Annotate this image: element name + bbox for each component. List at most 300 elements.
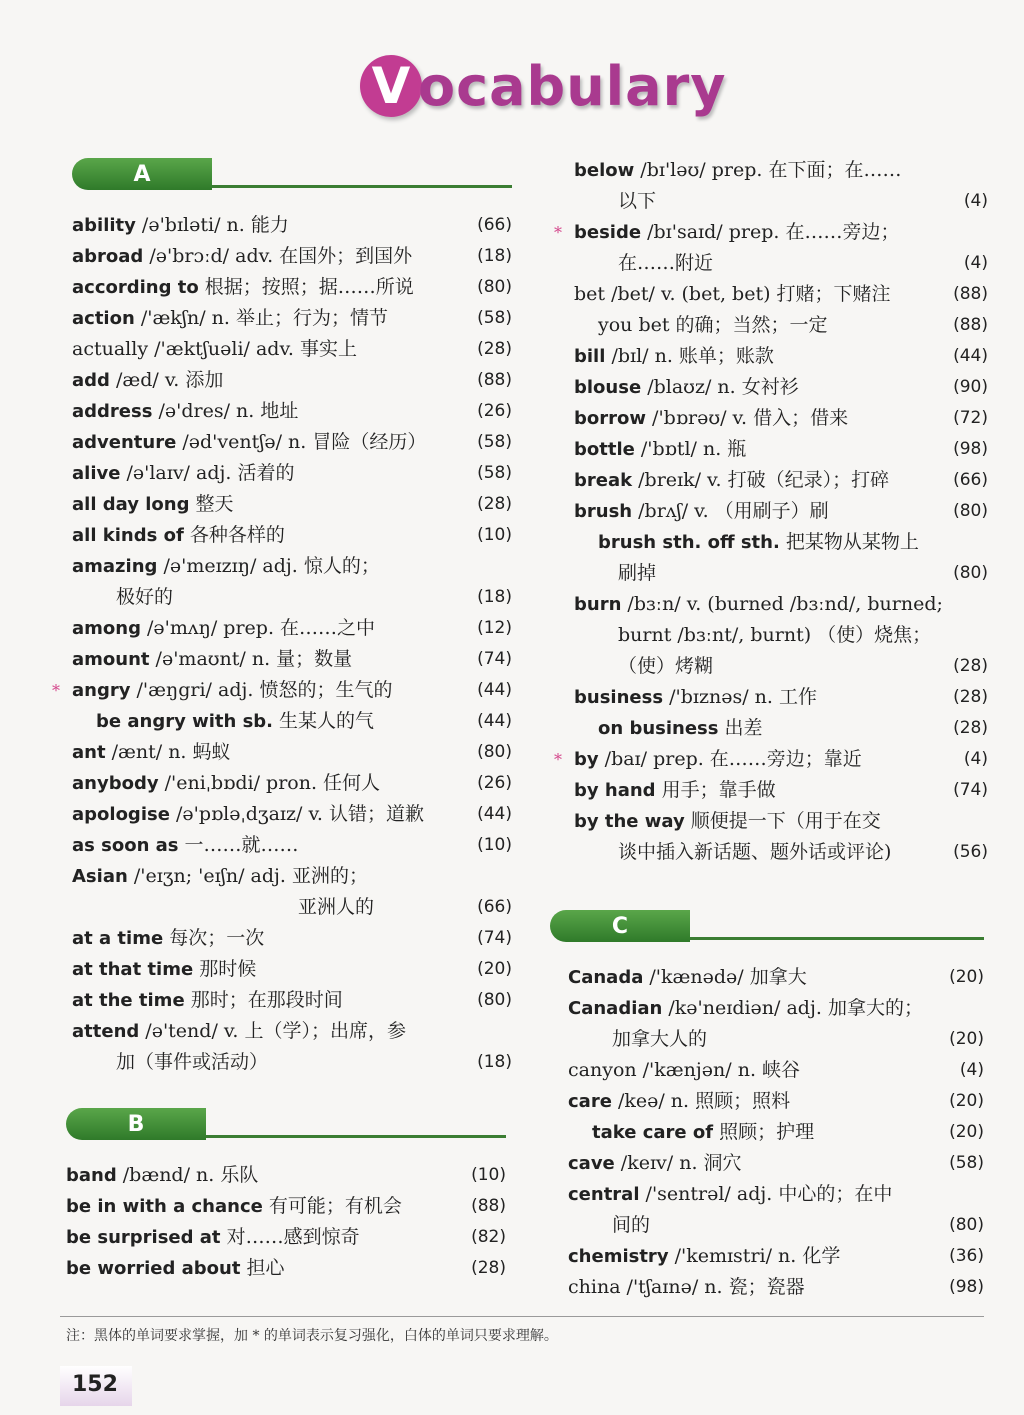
vocab-entry <box>72 985 512 1016</box>
entry-text <box>568 1055 940 1086</box>
vocab-entry <box>72 954 512 985</box>
vocab-entry <box>72 272 512 303</box>
head-word: be angry with sb. <box>96 711 274 732</box>
vocab-entry <box>574 837 988 868</box>
entry-page-ref: (18) <box>477 1052 512 1072</box>
entry-text <box>72 365 468 396</box>
vocab-entry <box>574 496 988 527</box>
section-b-continued-list <box>554 155 988 868</box>
entry-page-ref: (26) <box>477 401 512 421</box>
head-word: by <box>574 749 599 770</box>
entry-definition: /blaʊz/ n. 女衬衫 <box>641 376 799 398</box>
entry-page-ref: (20) <box>949 1029 984 1049</box>
entry-page-ref: (74) <box>477 928 512 948</box>
entry-definition: 加拿大人的 <box>612 1028 708 1050</box>
entry-page-ref: (18) <box>477 587 512 607</box>
vocab-entry <box>52 675 512 706</box>
entry-page-ref: (20) <box>949 1122 984 1142</box>
vocab-entry <box>568 1055 984 1086</box>
section-c-header <box>550 910 984 944</box>
entry-text <box>574 341 944 372</box>
head-word: apologise <box>72 804 170 825</box>
entry-text <box>72 334 468 365</box>
title-text: ocabulary <box>418 54 727 118</box>
entry-text <box>72 272 468 303</box>
entry-definition: /'bɒrəʊ/ v. 借入；借来 <box>646 407 849 429</box>
entry-text <box>72 737 468 768</box>
entry-definition: /ə'brɔːd/ adv. 在国外；到国外 <box>143 245 413 267</box>
page-number: 152 <box>72 1372 118 1397</box>
head-word: beside <box>574 222 642 243</box>
vocab-entry <box>574 620 988 651</box>
entry-text <box>568 1117 940 1148</box>
entry-definition: 以下 <box>618 190 657 212</box>
entry-text <box>574 279 944 310</box>
vocab-entry <box>568 1179 984 1210</box>
entry-text <box>72 954 468 985</box>
entry-definition: burnt /bɜːnt/, burnt) （使）烧焦； <box>618 624 932 646</box>
vocab-entry <box>574 558 988 589</box>
section-b-rule <box>206 1135 506 1138</box>
entry-definition: 用手；靠手做 <box>655 779 776 801</box>
section-c-rule <box>690 937 984 940</box>
head-word: brush sth. off sth. <box>598 532 780 553</box>
entry-page-ref: (74) <box>953 780 988 800</box>
vocab-entry <box>574 155 988 186</box>
entry-definition: /'bɒtl/ n. 瓶 <box>634 438 747 460</box>
entry-definition: /breɪk/ v. 打破（纪录）；打碎 <box>632 469 890 491</box>
entry-definition: /ə'laɪv/ adj. 活着的 <box>120 462 295 484</box>
entry-page-ref: (80) <box>953 501 988 521</box>
entry-definition: /ə'meɪzɪŋ/ adj. 惊人的； <box>157 555 380 577</box>
entry-text <box>72 396 468 427</box>
head-word: at that time <box>72 959 194 980</box>
vocab-entry <box>72 1016 512 1047</box>
head-word: anybody <box>72 773 159 794</box>
head-word: action <box>72 308 135 329</box>
head-word: burn <box>574 594 622 615</box>
entry-page-ref: (20) <box>949 967 984 987</box>
vocab-entry <box>72 365 512 396</box>
vocab-entry <box>574 186 988 217</box>
entry-page-ref: (72) <box>953 408 988 428</box>
entry-definition: 生某人的气 <box>273 710 375 732</box>
vocab-entry <box>72 923 512 954</box>
head-word: cave <box>568 1153 615 1174</box>
entry-definition: bet /bet/ v. (bet, bet) 打赌；下赌注 <box>574 283 891 305</box>
entry-page-ref: (88) <box>953 315 988 335</box>
vocab-entry <box>574 713 988 744</box>
entry-definition: 那时；在那段时间 <box>184 989 343 1011</box>
entry-definition: 一……就…… <box>178 834 299 856</box>
entry-text <box>568 1179 940 1210</box>
entry-page-ref: (80) <box>953 563 988 583</box>
vocab-entry <box>66 1222 506 1253</box>
vocabulary-title <box>360 48 726 124</box>
footnote: 注：黑体的单词要求掌握，加 * 的单词表示复习强化，白体的单词只要求理解。 <box>66 1328 558 1344</box>
head-word: bill <box>574 346 606 367</box>
entry-text <box>72 551 468 582</box>
entry-definition: 把某物从某物上 <box>779 531 919 553</box>
section-c-list <box>550 962 984 1303</box>
entry-page-ref: (58) <box>477 432 512 452</box>
vocab-entry <box>72 241 512 272</box>
footer-divider <box>60 1316 984 1317</box>
vocab-entry <box>568 1148 984 1179</box>
entry-text <box>568 962 940 993</box>
entry-page-ref: (88) <box>477 370 512 390</box>
entry-page-ref: (28) <box>477 494 512 514</box>
entry-text <box>72 706 468 737</box>
head-word: all kinds of <box>72 525 184 546</box>
entry-definition: /bænd/ n. 乐队 <box>116 1164 259 1186</box>
section-a <box>52 158 512 1078</box>
head-word: break <box>574 470 633 491</box>
entry-definition: /bɜːn/ v. (burned /bɜːnd/, burned; <box>621 593 943 615</box>
entry-definition: 对……感到惊奇 <box>220 1226 360 1248</box>
head-word: abroad <box>72 246 144 267</box>
vocab-entry <box>72 427 512 458</box>
entry-definition: 顺便提一下（用于在交 <box>684 810 881 832</box>
section-a-tab: A <box>72 158 212 190</box>
entry-definition: /bɪ'saɪd/ prep. 在……旁边； <box>641 221 900 243</box>
entry-text <box>72 489 468 520</box>
vocab-entry <box>574 589 988 620</box>
vocab-entry <box>574 341 988 372</box>
vocab-entry <box>72 210 512 241</box>
entry-text <box>52 675 468 706</box>
entry-text <box>574 806 944 837</box>
vocab-entry <box>66 1160 506 1191</box>
entry-page-ref: (90) <box>953 377 988 397</box>
entry-definition: /'sentrəl/ adj. 中心的；在中 <box>639 1183 893 1205</box>
entry-definition: /ə'maʊnt/ n. 量；数量 <box>149 648 353 670</box>
title-v-badge: V <box>360 55 422 117</box>
entry-definition: 那时候 <box>193 958 257 980</box>
entry-text <box>568 993 940 1024</box>
vocab-entry <box>574 527 988 558</box>
vocab-entry <box>72 396 512 427</box>
head-word: be worried about <box>66 1258 241 1279</box>
vocab-entry <box>66 1253 506 1284</box>
vocab-entry <box>574 279 988 310</box>
vocab-entry <box>72 458 512 489</box>
entry-page-ref: (10) <box>471 1165 506 1185</box>
entry-definition: /'eniˌbɒdi/ pron. 任何人 <box>158 772 381 794</box>
entry-text <box>72 241 468 272</box>
vocab-entry <box>72 830 512 861</box>
entry-text <box>72 520 468 551</box>
head-word: central <box>568 1184 640 1205</box>
entry-page-ref: (44) <box>953 346 988 366</box>
entry-definition: /'kænədə/ 加拿大 <box>643 966 807 988</box>
entry-page-ref: (44) <box>477 711 512 731</box>
entry-text <box>72 768 468 799</box>
vocab-entry <box>568 1117 984 1148</box>
entry-text <box>72 210 468 241</box>
entry-definition: /kə'neɪdiən/ adj. 加拿大的； <box>662 997 923 1019</box>
entry-page-ref: (82) <box>471 1227 506 1247</box>
head-word: address <box>72 401 153 422</box>
entry-page-ref: (28) <box>953 718 988 738</box>
head-word: on business <box>598 718 719 739</box>
review-star-icon: * <box>554 223 562 242</box>
entry-definition: /ə'dres/ n. 地址 <box>152 400 299 422</box>
entry-text <box>72 799 468 830</box>
entry-text <box>72 644 468 675</box>
vocab-entry <box>66 1191 506 1222</box>
entry-definition: /baɪ/ prep. 在……旁边；靠近 <box>598 748 862 770</box>
entry-text <box>72 1047 468 1078</box>
entry-text <box>574 403 944 434</box>
vocab-entry <box>72 706 512 737</box>
entry-text <box>574 682 944 713</box>
entry-definition: 有可能；有机会 <box>262 1195 402 1217</box>
section-c <box>550 910 984 1303</box>
entry-definition: 出差 <box>718 717 763 739</box>
entry-text <box>574 589 944 620</box>
vocab-entry <box>554 744 988 775</box>
section-b <box>66 1108 506 1284</box>
section-b-list <box>66 1160 506 1284</box>
entry-page-ref: (44) <box>477 804 512 824</box>
vocab-entry <box>72 551 512 582</box>
vocab-entry <box>72 768 512 799</box>
section-b-continued <box>554 155 988 868</box>
vocab-entry <box>574 372 988 403</box>
head-word: ant <box>72 742 106 763</box>
entry-page-ref: (98) <box>953 439 988 459</box>
entry-definition: /ə'mʌŋ/ prep. 在……之中 <box>140 617 376 639</box>
entry-text <box>574 651 944 682</box>
entry-text <box>574 310 944 341</box>
entry-definition: /bɪl/ n. 账单；账款 <box>605 345 774 367</box>
entry-definition: 加（事件或活动） <box>116 1051 269 1073</box>
section-c-tab: C <box>550 910 690 942</box>
head-word: adventure <box>72 432 177 453</box>
entry-text <box>574 434 944 465</box>
head-word: amount <box>72 649 150 670</box>
vocab-entry <box>72 303 512 334</box>
entry-text <box>554 217 944 248</box>
entry-page-ref: (88) <box>953 284 988 304</box>
entry-definition: 间的 <box>612 1214 651 1236</box>
entry-definition: /ænt/ n. 蚂蚁 <box>105 741 231 763</box>
vocab-entry <box>568 1241 984 1272</box>
entry-page-ref: (28) <box>953 656 988 676</box>
vocab-entry <box>568 962 984 993</box>
entry-definition: 每次；一次 <box>163 927 265 949</box>
entry-definition: /'kemɪstri/ n. 化学 <box>668 1245 841 1267</box>
entry-text <box>574 372 944 403</box>
head-word: Canada <box>568 967 644 988</box>
vocab-entry <box>568 1272 984 1303</box>
entry-page-ref: (28) <box>953 687 988 707</box>
entry-definition: /æd/ v. 添加 <box>109 369 224 391</box>
entry-text <box>574 527 944 558</box>
entry-page-ref: (56) <box>953 842 988 862</box>
vocab-entry <box>568 1024 984 1055</box>
entry-text <box>72 427 468 458</box>
entry-definition: /'ækʃn/ n. 举止；行为；情节 <box>134 307 388 329</box>
section-b-tab: B <box>66 1108 206 1140</box>
vocab-entry <box>574 806 988 837</box>
head-word: chemistry <box>568 1246 669 1267</box>
head-word: at a time <box>72 928 164 949</box>
head-word: care <box>568 1091 612 1112</box>
head-word: below <box>574 160 635 181</box>
section-a-rule <box>212 185 512 188</box>
head-word: blouse <box>574 377 642 398</box>
entry-text <box>574 186 944 217</box>
entry-page-ref: (10) <box>477 835 512 855</box>
head-word: bottle <box>574 439 635 460</box>
entry-page-ref: (80) <box>477 990 512 1010</box>
head-word: according to <box>72 277 199 298</box>
entry-text <box>66 1160 462 1191</box>
head-word: amazing <box>72 556 158 577</box>
entry-text <box>72 985 468 1016</box>
head-word: by the way <box>574 811 685 832</box>
vocab-entry <box>574 465 988 496</box>
entry-text <box>554 744 944 775</box>
entry-definition: 照顾；护理 <box>713 1121 815 1143</box>
entry-definition: /brʌʃ/ v. （用刷子）刷 <box>632 500 829 522</box>
entry-definition: 担心 <box>240 1257 285 1279</box>
entry-text <box>72 613 468 644</box>
entry-text <box>574 465 944 496</box>
entry-page-ref: (12) <box>477 618 512 638</box>
head-word: be in with a chance <box>66 1196 263 1217</box>
entry-page-ref: (74) <box>477 649 512 669</box>
section-a-list <box>52 210 512 1078</box>
entry-text <box>66 1191 462 1222</box>
vocab-entry <box>568 993 984 1024</box>
entry-text <box>72 892 468 923</box>
entry-text <box>568 1024 940 1055</box>
vocab-entry <box>574 248 988 279</box>
entry-text <box>568 1241 940 1272</box>
entry-text <box>574 837 944 868</box>
vocab-entry <box>574 775 988 806</box>
vocab-entry <box>574 651 988 682</box>
entry-definition: /bɪ'ləʊ/ prep. 在下面；在…… <box>634 159 902 181</box>
vocab-entry <box>72 489 512 520</box>
entry-page-ref: (58) <box>477 308 512 328</box>
entry-text <box>66 1253 462 1284</box>
entry-text <box>72 1016 468 1047</box>
entry-page-ref: (80) <box>477 742 512 762</box>
entry-text <box>72 861 468 892</box>
entry-page-ref: (28) <box>477 339 512 359</box>
entry-definition: （使）烤糊 <box>618 655 714 677</box>
head-word: ability <box>72 215 136 236</box>
entry-definition: /ə'pɒləˌdʒaɪz/ v. 认错；道歉 <box>169 803 425 825</box>
vocab-entry <box>72 613 512 644</box>
vocab-entry <box>574 682 988 713</box>
vocab-entry <box>72 799 512 830</box>
entry-text <box>574 558 944 589</box>
entry-definition: 刷掉 <box>618 562 657 584</box>
vocab-entry <box>574 403 988 434</box>
vocab-entry <box>568 1210 984 1241</box>
head-word: take care of <box>592 1122 714 1143</box>
entry-page-ref: (58) <box>949 1153 984 1173</box>
review-star-icon: * <box>554 750 562 769</box>
head-word: as soon as <box>72 835 179 856</box>
vocab-entry <box>72 737 512 768</box>
head-word: add <box>72 370 110 391</box>
entry-definition: 各种各样的 <box>183 524 285 546</box>
entry-definition: /keə/ n. 照顾；照料 <box>611 1090 791 1112</box>
entry-text <box>574 620 944 651</box>
head-word: all day long <box>72 494 190 515</box>
entry-page-ref: (66) <box>477 897 512 917</box>
section-b-header <box>66 1108 506 1142</box>
vocab-entry <box>72 582 512 613</box>
entry-page-ref: (4) <box>963 749 988 769</box>
vocab-entry <box>72 1047 512 1078</box>
entry-page-ref: (66) <box>953 470 988 490</box>
head-word: Canadian <box>568 998 663 1019</box>
entry-definition: /əd'ventʃə/ n. 冒险（经历） <box>176 431 427 453</box>
entry-page-ref: (98) <box>949 1277 984 1297</box>
review-star-icon: * <box>52 681 60 700</box>
entry-page-ref: (80) <box>477 277 512 297</box>
entry-definition: actually /'æktʃuəli/ adv. 事实上 <box>72 338 358 360</box>
entry-page-ref: (28) <box>471 1258 506 1278</box>
entry-page-ref: (10) <box>477 525 512 545</box>
entry-page-ref: (4) <box>963 253 988 273</box>
entry-text <box>568 1148 940 1179</box>
entry-page-ref: (88) <box>471 1196 506 1216</box>
vocab-entry <box>574 434 988 465</box>
section-a-header <box>72 158 512 192</box>
vocab-entry <box>72 644 512 675</box>
head-word: Asian <box>72 866 128 887</box>
head-word: business <box>574 687 664 708</box>
entry-page-ref: (20) <box>477 959 512 979</box>
head-word: band <box>66 1165 117 1186</box>
entry-definition: 亚洲人的 <box>298 896 375 918</box>
head-word: be surprised at <box>66 1227 221 1248</box>
entry-text <box>66 1222 462 1253</box>
entry-page-ref: (44) <box>477 680 512 700</box>
entry-text <box>574 713 944 744</box>
entry-definition: /ə'tend/ v. 上（学）；出席，参 <box>139 1020 406 1042</box>
entry-definition: 极好的 <box>116 586 174 608</box>
entry-definition: 整天 <box>189 493 234 515</box>
entry-definition: china /'tʃaɪnə/ n. 瓷；瓷器 <box>568 1276 805 1298</box>
entry-definition: 根据；按照；据……所说 <box>198 276 414 298</box>
entry-definition: 谈中插入新话题、题外话或评论) <box>618 841 892 863</box>
entry-definition: /'æŋgri/ adj. 愤怒的；生气的 <box>130 679 393 701</box>
entry-text <box>72 830 468 861</box>
head-word: attend <box>72 1021 140 1042</box>
entry-page-ref: (58) <box>477 463 512 483</box>
entry-definition: 在……附近 <box>618 252 714 274</box>
entry-page-ref: (26) <box>477 773 512 793</box>
entry-text <box>72 303 468 334</box>
entry-text <box>568 1210 940 1241</box>
head-word: at the time <box>72 990 185 1011</box>
entry-text <box>574 775 944 806</box>
entry-text <box>574 248 944 279</box>
head-word: borrow <box>574 408 646 429</box>
vocab-entry <box>72 520 512 551</box>
vocab-entry <box>554 217 988 248</box>
entry-text <box>72 582 468 613</box>
